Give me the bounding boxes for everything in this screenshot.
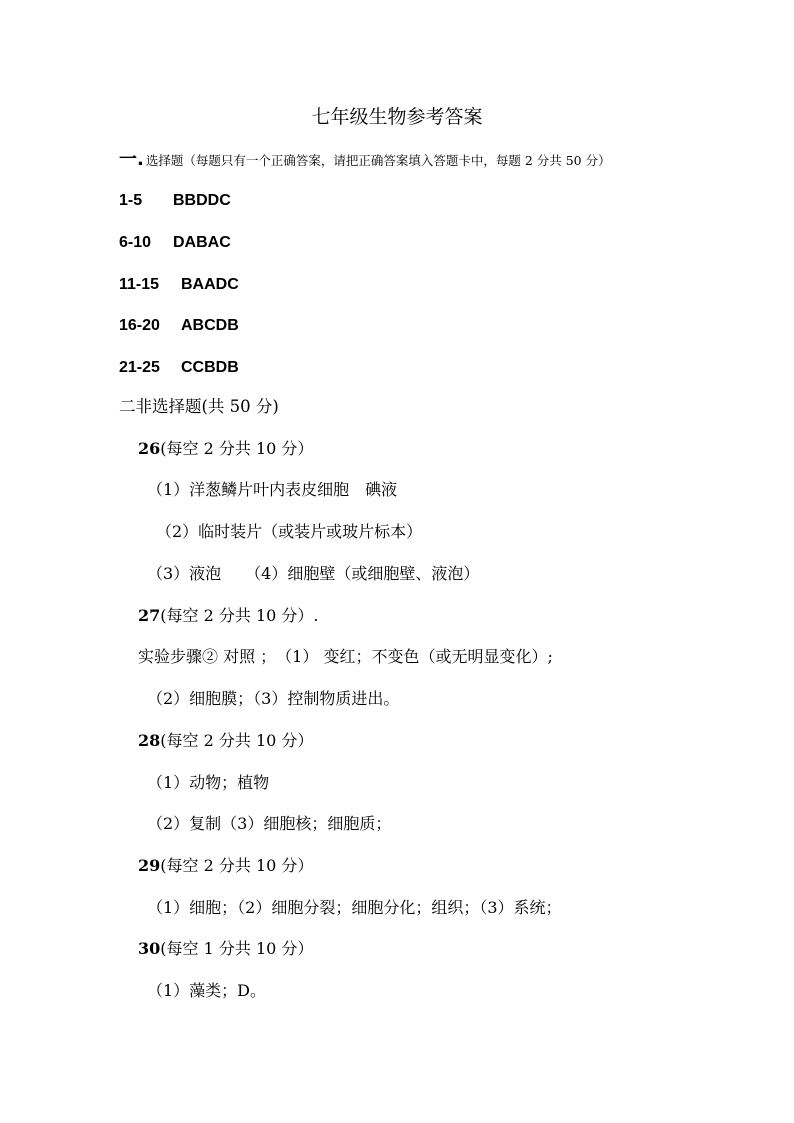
question-number: 27 (138, 606, 161, 625)
section-1-heading (119, 151, 611, 169)
section-1-marker: 一. (119, 149, 144, 170)
mc-answers: ABCDB (181, 317, 239, 334)
question-28-heading (138, 733, 313, 749)
question-29-heading (138, 858, 313, 874)
mc-answer-row (119, 235, 231, 251)
question-score: (每空 2 分共 10 分）. (160, 606, 319, 625)
mc-answers: CCBDB (181, 359, 239, 376)
answer-line: （2）临时装片（或装片或玻片标本） (156, 522, 423, 541)
mc-range: 11-15 (119, 276, 160, 293)
question-score: (每空 2 分共 10 分） (160, 731, 314, 750)
mc-answers: BBDDC (173, 192, 231, 209)
question-score: (每空 2 分共 10 分） (160, 439, 314, 458)
question-26-heading (138, 441, 313, 457)
answer-line: （3）液泡 （4）细胞壁（或细胞壁、液泡） (147, 564, 480, 583)
question-score: (每空 1 分共 10 分） (160, 939, 314, 958)
question-score: (每空 2 分共 10 分） (160, 856, 314, 875)
mc-range: 16-20 (119, 317, 160, 334)
question-number: 28 (138, 731, 161, 750)
mc-range: 21-25 (119, 359, 160, 376)
mc-answer-row (119, 360, 239, 376)
mc-answer-row (119, 193, 231, 209)
mc-answer-row (119, 277, 239, 293)
answer-line: 实验步骤② 对照 ； （1） 变红；不变色（或无明显变化）; (138, 647, 553, 666)
section-2-heading: 二非选择题(共 50 分) (119, 397, 279, 416)
answer-line: （1）动物；植物 (147, 773, 270, 792)
section-1-text: 选择题（每题只有一个正确答案，请把正确答案填入答题卡中，每题 2 分共 50 分） (145, 153, 611, 168)
mc-range: 1-5 (119, 192, 143, 209)
answer-line: （1）细胞；（2）细胞分裂；细胞分化；组织；（3）系统； (147, 898, 562, 917)
question-number: 29 (138, 856, 161, 875)
answer-line: （2）细胞膜；（3）控制物质进出。 (147, 689, 400, 708)
answer-line: （1）藻类；D。 (147, 981, 267, 1000)
answer-line: （2）复制（3）细胞核；细胞质； (147, 814, 392, 833)
mc-answers: BAADC (181, 276, 239, 293)
question-number: 30 (138, 939, 161, 958)
question-30-heading (138, 941, 313, 957)
question-number: 26 (138, 439, 161, 458)
page-title: 七年级生物参考答案 (311, 106, 483, 128)
answer-line: （1）洋葱鳞片叶内表皮细胞 碘液 (147, 480, 398, 499)
mc-answers: DABAC (173, 234, 231, 251)
mc-range: 6-10 (119, 234, 152, 251)
mc-answer-row (119, 318, 239, 334)
question-27-heading (138, 608, 318, 624)
